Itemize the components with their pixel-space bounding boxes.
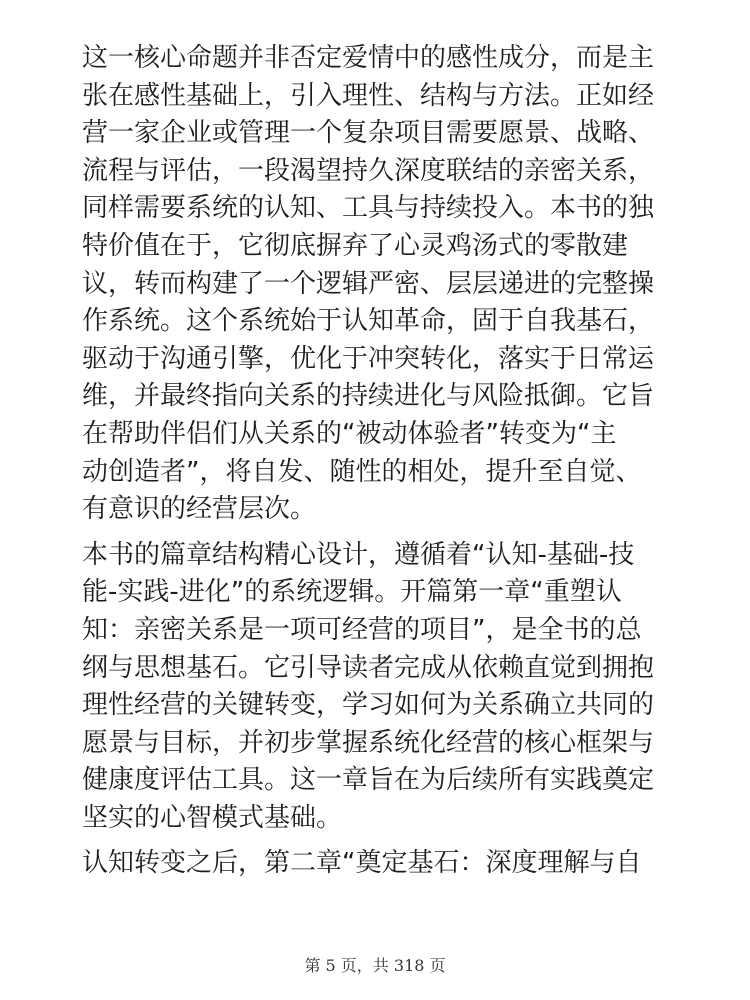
text-line: 张在感性基础上，引入理性、结构与方法。正如经 xyxy=(82,80,655,111)
text-line: 议，转而构建了一个逻辑严密、层层递进的完整操 xyxy=(82,268,655,299)
paragraph-2 xyxy=(82,537,672,838)
text-line: 营一家企业或管理一个复杂项目需要愿景、战略、 xyxy=(82,118,655,149)
text-line: 这一核心命题并非否定爱情中的感性成分，而是主 xyxy=(82,43,655,73)
paragraph-3 xyxy=(82,845,672,883)
text-line: 特价值在于，它彻底摒弃了心灵鸡汤式的零散建 xyxy=(82,230,629,261)
text-line: 健康度评估工具。这一章旨在为后续所有实践奠定 xyxy=(82,765,655,796)
text-line: 在帮助伴侣们从关系的“被动体验者”转变为“主 xyxy=(82,418,617,449)
paragraph-1 xyxy=(82,40,672,529)
text-line: 驱动于沟通引擎，优化于冲突转化，落实于日常运 xyxy=(82,343,655,374)
text-line: 维，并最终指向关系的持续进化与风险抵御。它旨 xyxy=(82,381,655,412)
text-line: 作系统。这个系统始于认知革命，固于自我基石， xyxy=(82,306,655,337)
text-line: 理性经营的关键转变，学习如何为关系确立共同的 xyxy=(82,690,655,721)
text-line: 认知转变之后，第二章“奠定基石：深度理解与自 xyxy=(82,848,642,879)
text-line: 流程与评估，一段渴望持久深度联结的亲密关系， xyxy=(82,155,655,186)
text-line: 坚实的心智模式基础。 xyxy=(82,802,343,833)
text-line: 愿景与目标，并初步掌握系统化经营的核心框架与 xyxy=(82,727,655,758)
text-line: 知：亲密关系是一项可经营的项目”，是全书的总 xyxy=(82,614,642,645)
page-number-footer: 第 5 页，共 318 页 xyxy=(304,956,446,975)
text-line: 纲与思想基石。它引导读者完成从依赖直觉到拥抱 xyxy=(82,652,655,683)
text-line: 动创造者”，将自发、随性的相处，提升至自觉、 xyxy=(82,456,642,487)
body-text xyxy=(82,40,672,883)
text-line: 能-实践-进化”的系统逻辑。开篇第一章“重塑认 xyxy=(82,577,622,608)
text-line: 同样需要系统的认知、工具与持续投入。本书的独 xyxy=(82,193,655,224)
text-line: 有意识的经营层次。 xyxy=(82,494,317,525)
text-line: 本书的篇章结构精心设计，遵循着“认知-基础-技 xyxy=(82,539,635,570)
